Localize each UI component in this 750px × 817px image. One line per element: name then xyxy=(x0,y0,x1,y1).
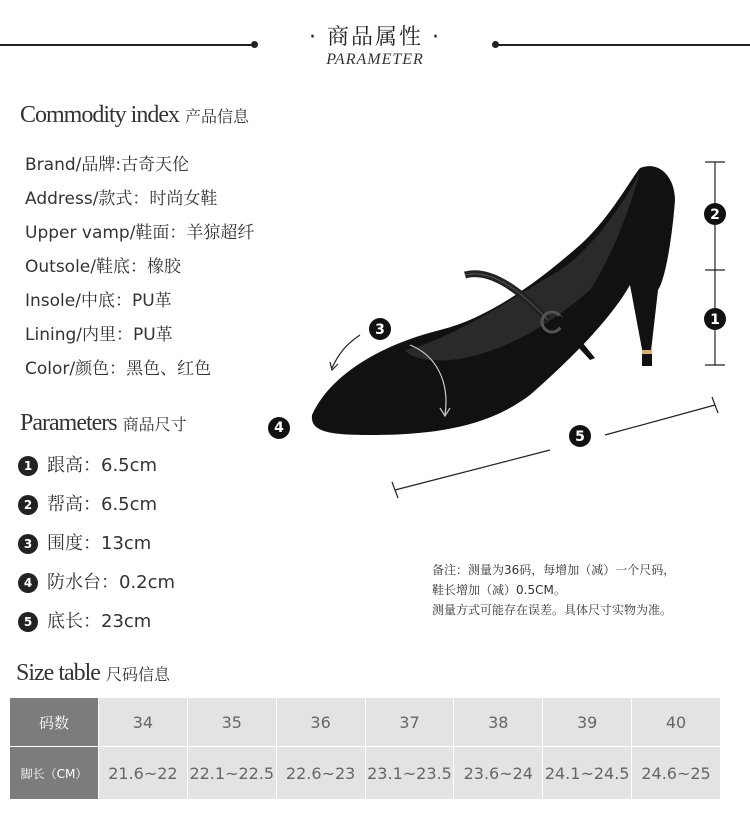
parameters-list xyxy=(18,446,175,641)
size-table-title-en: Size table xyxy=(16,660,100,686)
size-cell: 38 xyxy=(454,698,543,747)
param-text: 围度：13cm xyxy=(47,533,152,554)
header-subtitle: PARAMETER xyxy=(326,51,424,68)
param-heel-height xyxy=(18,446,175,485)
info-upper: Upper vamp/鞋面：羊猄超纤 xyxy=(25,223,255,243)
parameters-title-cn: 商品尺寸 xyxy=(122,415,187,434)
param-sole-length xyxy=(18,602,175,641)
length-row xyxy=(10,747,721,800)
parameters-section-title xyxy=(20,410,187,437)
marker-3-label: 3 xyxy=(375,322,385,338)
param-platform xyxy=(18,563,175,602)
header-title: · 商品属性 · xyxy=(309,25,441,50)
size-cell: 37 xyxy=(365,698,454,747)
info-insole: Insole/中底：PU革 xyxy=(25,291,172,311)
note-line-2: 鞋长增加（减）0.5CM。 xyxy=(432,583,566,597)
size-cell: 39 xyxy=(543,698,632,747)
size-table-section-title xyxy=(16,660,170,687)
size-table xyxy=(9,697,721,800)
shoe-diagram xyxy=(290,150,740,500)
info-brand: Brand/品牌:古奇天伦 xyxy=(25,155,190,175)
length-cell: 23.1~23.5 xyxy=(365,747,454,800)
note-line-3: 测量方式可能存在误差。具体尺寸实物为准。 xyxy=(432,603,673,617)
number-badge: 1 xyxy=(18,456,38,476)
info-outsole: Outsole/鞋底：橡胶 xyxy=(25,257,181,277)
commodity-title-en: Commodity index xyxy=(20,102,179,128)
size-cell: 36 xyxy=(276,698,365,747)
marker-1-label: 1 xyxy=(710,312,720,328)
size-row-header: 码数 xyxy=(10,698,99,747)
shoe-heel xyxy=(630,285,658,360)
length-row-header: 脚长（CM） xyxy=(10,747,99,800)
length-cell: 23.6~24 xyxy=(454,747,543,800)
size-row xyxy=(10,698,721,747)
marker-2-label: 2 xyxy=(710,207,720,223)
number-badge: 3 xyxy=(18,534,38,554)
param-text: 底长：23cm xyxy=(47,611,152,632)
heel-tip xyxy=(642,354,652,366)
length-cell: 24.6~25 xyxy=(632,747,721,800)
size-table-title-cn: 尺码信息 xyxy=(105,665,170,684)
marker-4-label: 4 xyxy=(268,417,290,439)
param-text: 帮高：6.5cm xyxy=(47,494,158,515)
heel-gold-ring xyxy=(642,350,652,354)
info-color: Color/颜色：黑色、红色 xyxy=(25,359,212,379)
number-badge: 5 xyxy=(18,612,38,632)
parameters-title-en: Parameters xyxy=(20,410,117,436)
param-text: 防水台：0.2cm xyxy=(47,572,176,593)
param-text: 跟高：6.5cm xyxy=(47,455,158,476)
size-cell: 40 xyxy=(632,698,721,747)
length-cell: 24.1~24.5 xyxy=(543,747,632,800)
length-cell: 22.6~23 xyxy=(276,747,365,800)
measurement-note xyxy=(432,560,742,620)
marker-5-label: 5 xyxy=(575,429,585,445)
info-style: Address/款式：时尚女鞋 xyxy=(25,189,218,209)
length-cell: 22.1~22.5 xyxy=(187,747,276,800)
info-lining: Lining/内里：PU革 xyxy=(25,325,173,345)
size-cell: 34 xyxy=(99,698,188,747)
commodity-section-title xyxy=(20,102,249,129)
param-upper-height xyxy=(18,485,175,524)
length-cell: 21.6~22 xyxy=(99,747,188,800)
commodity-title-cn: 产品信息 xyxy=(185,107,250,126)
commodity-info-list xyxy=(25,148,254,386)
number-badge: 4 xyxy=(18,573,38,593)
note-line-1: 备注：测量为36码，每增加（减）一个尺码， xyxy=(432,563,676,577)
param-circumference xyxy=(18,524,175,563)
number-badge: 2 xyxy=(18,495,38,515)
size-cell: 35 xyxy=(187,698,276,747)
